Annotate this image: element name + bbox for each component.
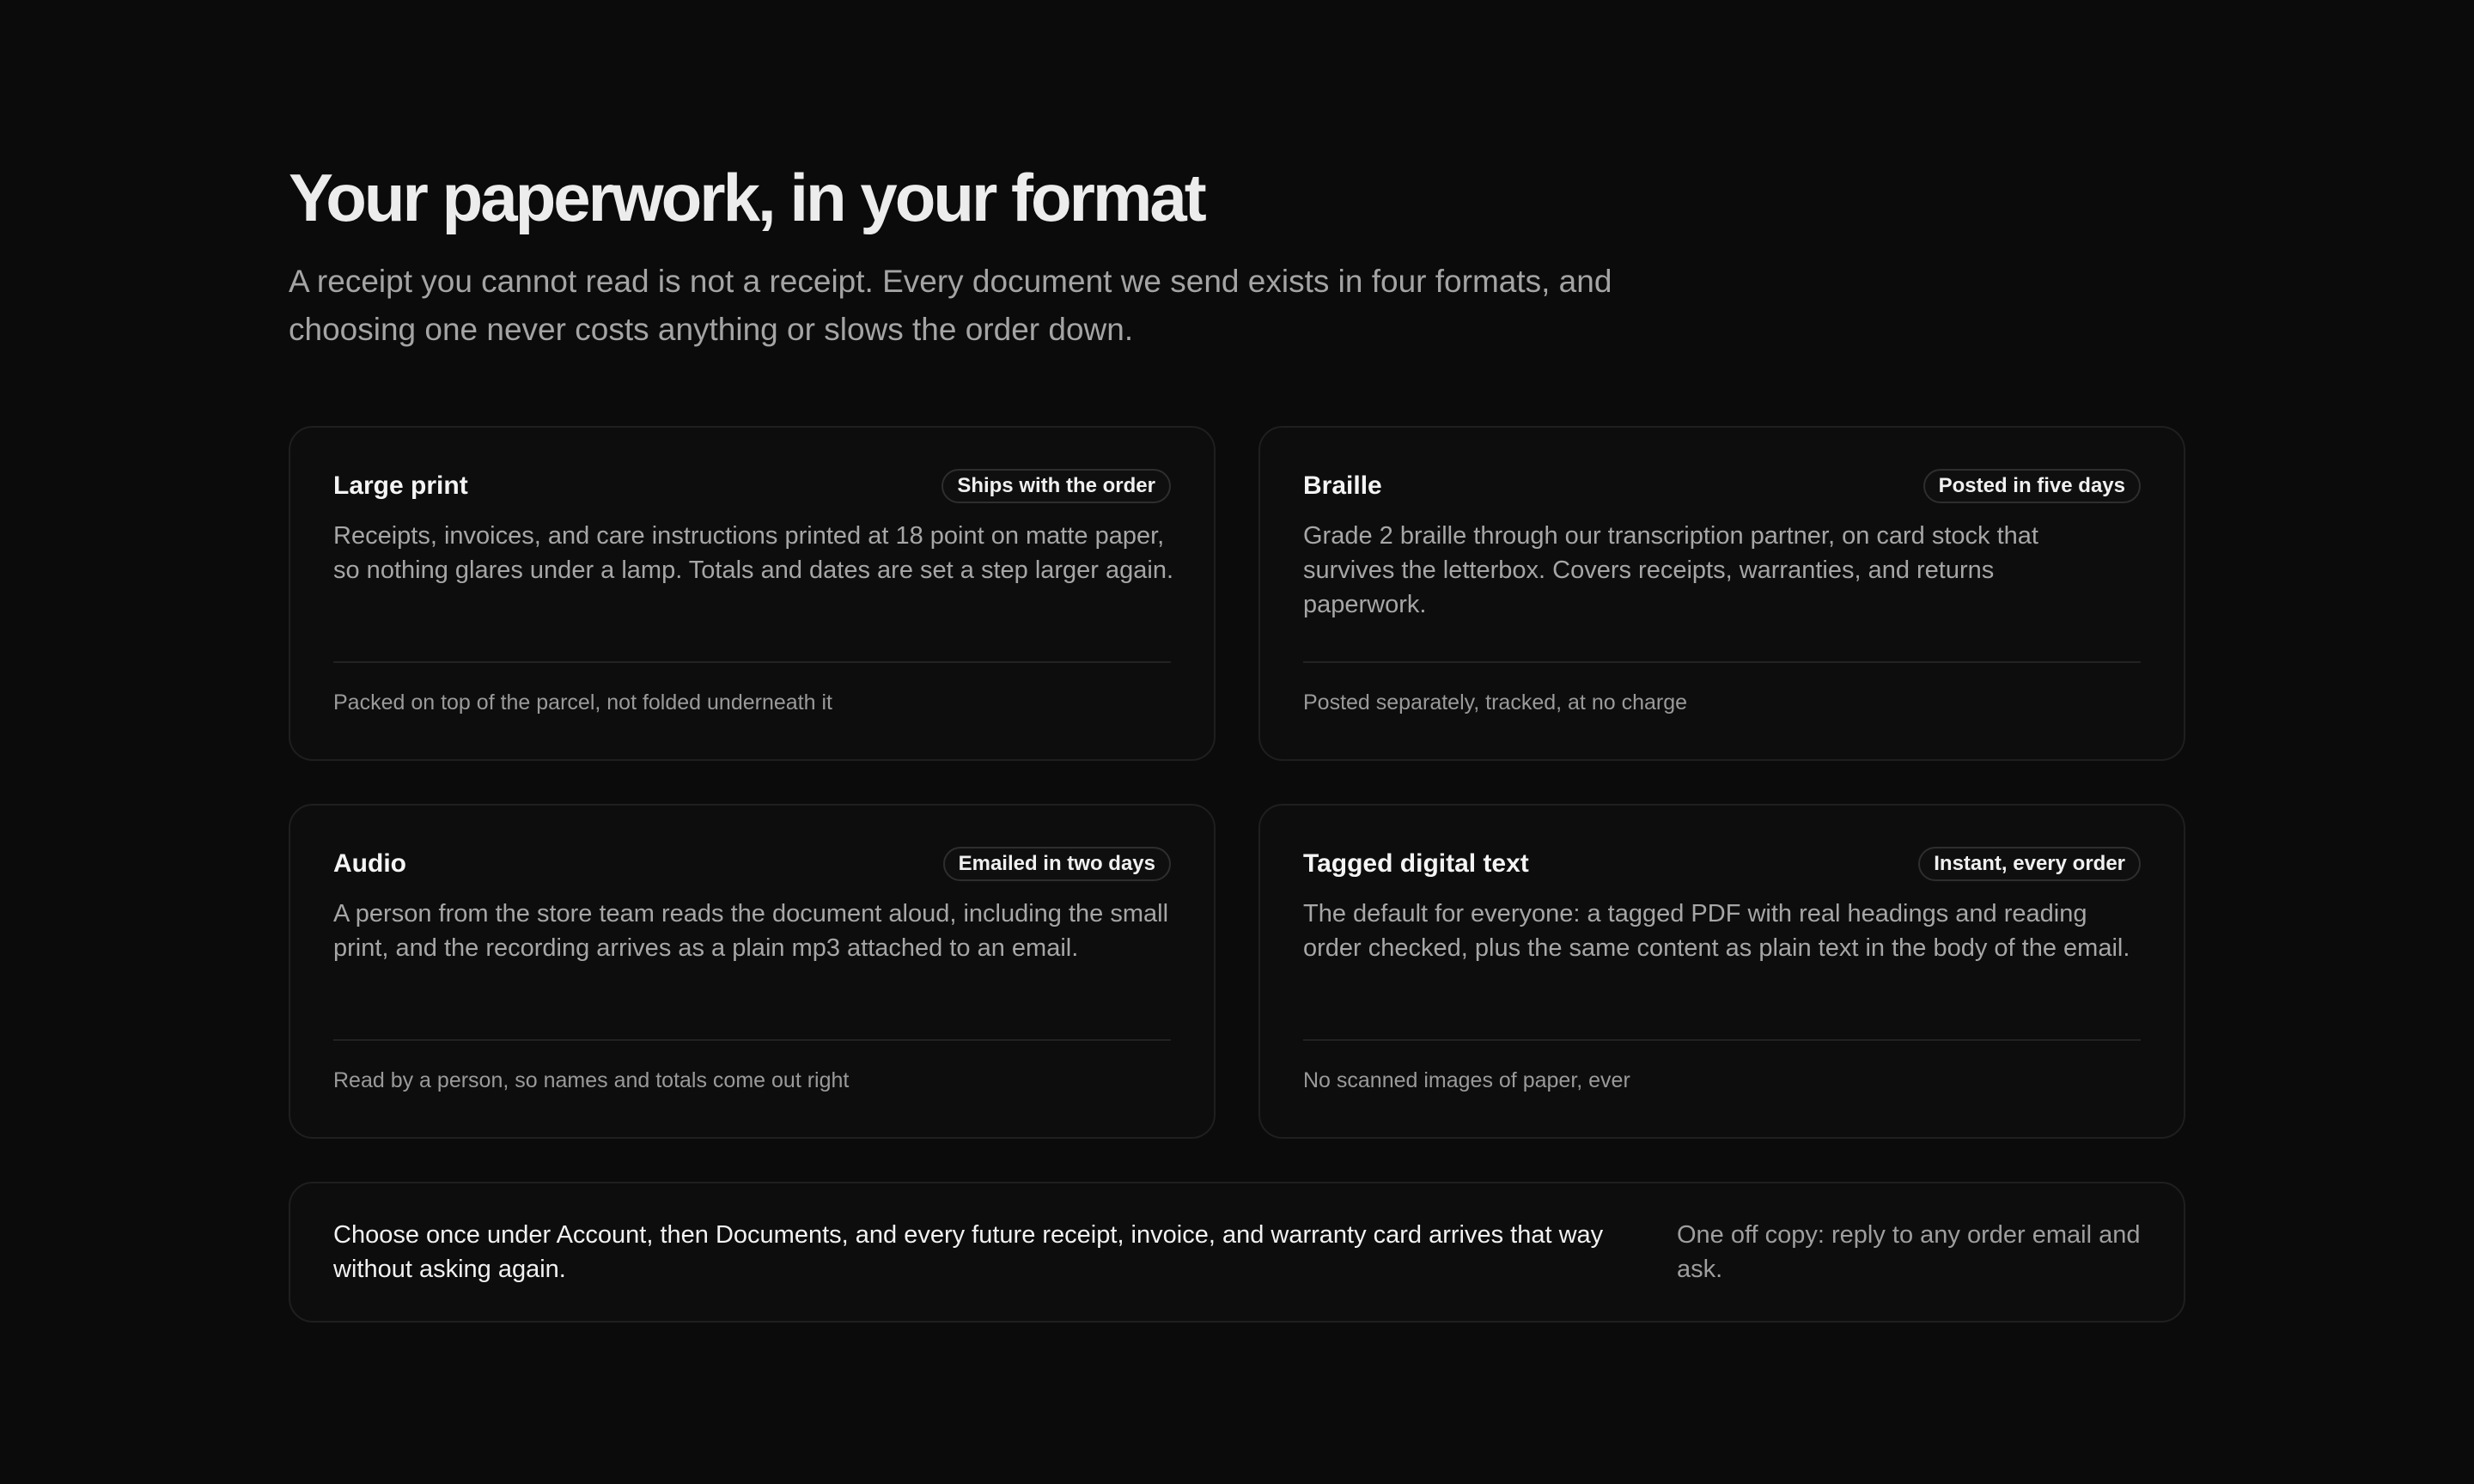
- one-off-copy-note: One off copy: reply to any order email and ask.: [1677, 1221, 2141, 1283]
- card-header: [1303, 845, 2141, 883]
- card-description: Receipts, invoices, and care instructions printed at 18 point on matte paper, so nothing glares under a lamp. Totals and dates are set a step larger again.: [333, 522, 1174, 584]
- format-card-braille: [1258, 426, 2185, 761]
- card-title: Large print: [333, 471, 468, 500]
- card-description: The default for everyone: a tagged PDF with real headings and reading order checked, plus the same content as plain text in the body of the email.: [1303, 900, 2130, 962]
- preference-note: [289, 1182, 2185, 1323]
- delivery-badge: Ships with the order: [941, 469, 1171, 503]
- card-footnote: Read by a person, so names and totals come out right: [333, 1068, 850, 1092]
- card-title: Tagged digital text: [1303, 849, 1529, 878]
- page-subtitle: A receipt you cannot read is not a receipt. Every document we send exists in four formats, and choosing one never costs anything or slows the order down.: [289, 264, 1612, 347]
- format-card-audio: [289, 804, 1216, 1139]
- delivery-badge: Emailed in two days: [943, 847, 1171, 881]
- card-divider: [1303, 661, 2141, 663]
- preference-instructions: Choose once under Account, then Documents, and every future receipt, invoice, and warranty card arrives that way without asking again.: [333, 1221, 1604, 1283]
- delivery-badge: Instant, every order: [1918, 847, 2141, 881]
- card-title: Braille: [1303, 471, 1382, 500]
- card-header: [1303, 467, 2141, 505]
- card-header: [333, 845, 1171, 883]
- card-description: A person from the store team reads the document aloud, including the small print, and the recording arrives as a plain mp3 attached to an email.: [333, 900, 1169, 962]
- card-footnote: Packed on top of the parcel, not folded underneath it: [333, 690, 832, 715]
- card-footnote: Posted separately, tracked, at no charge: [1303, 690, 1688, 715]
- card-divider: [333, 661, 1171, 663]
- format-card-large-print: [289, 426, 1216, 761]
- delivery-badge: Posted in five days: [1923, 469, 2141, 503]
- card-header: [333, 467, 1171, 505]
- card-divider: [1303, 1039, 2141, 1041]
- page-content: [289, 155, 2185, 1323]
- format-card-tagged-digital-text: [1258, 804, 2185, 1139]
- card-footnote: No scanned images of paper, ever: [1303, 1068, 1630, 1092]
- page-title: Your paperwork, in your format: [289, 160, 1204, 235]
- card-divider: [333, 1039, 1171, 1041]
- format-grid: [289, 426, 2185, 1139]
- card-title: Audio: [333, 849, 406, 878]
- card-description: Grade 2 braille through our transcription partner, on card stock that survives the letterbox. Covers receipts, warranties, and returns paperwork.: [1303, 522, 2038, 618]
